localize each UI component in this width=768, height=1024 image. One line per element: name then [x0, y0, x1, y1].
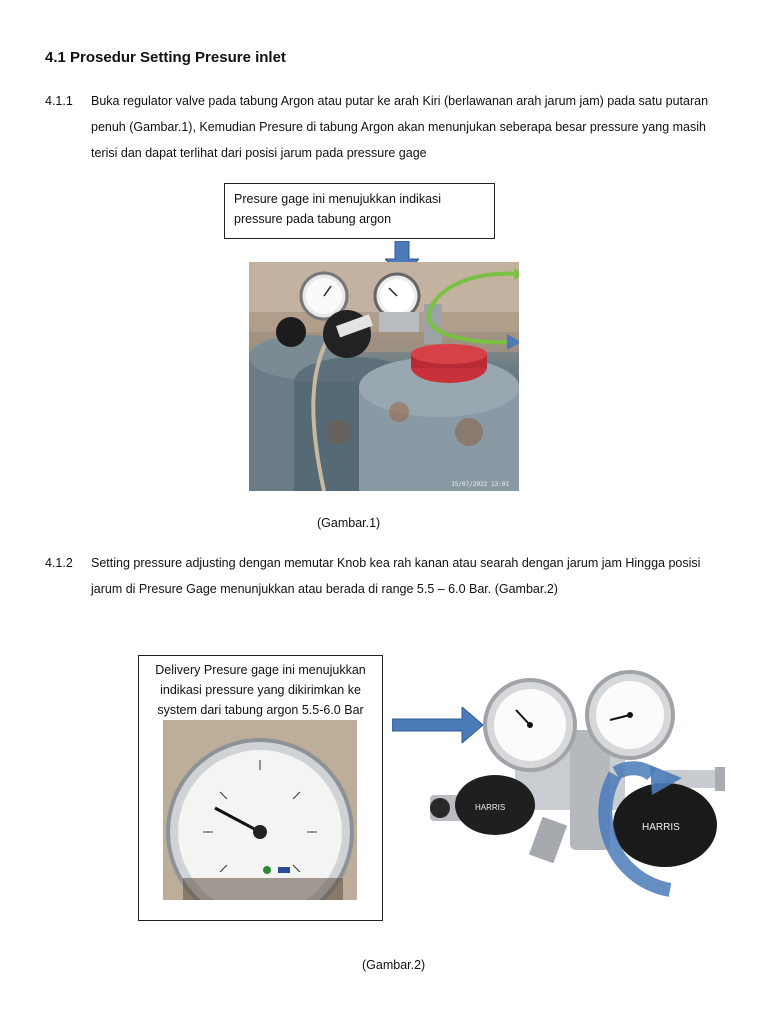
step-text	[45, 550, 745, 602]
step-line: Setting pressure adjusting dengan memutar Knob kea rah kanan atau searah dengan jarum jam Hingga posisi	[91, 556, 701, 570]
callout-line: Presure gage ini menujukkan indikasi	[234, 192, 442, 206]
pressure-gauge-image	[163, 720, 357, 900]
photo-timestamp: 15/07/2022 13:01	[451, 481, 509, 488]
step-number: 4.1.2	[45, 556, 73, 570]
step-line: jarum di Presure Gage menunjukkan atau berada di range 5.5 – 6.0 Bar. (Gambar.2)	[91, 582, 558, 596]
gambar1-photo	[249, 262, 519, 491]
regulator-product-image	[420, 670, 730, 900]
step-number: 4.1.1	[45, 94, 73, 108]
callout-line: Delivery Presure gage ini menujukkan	[155, 663, 366, 677]
step-text	[45, 88, 745, 166]
callout-line: indikasi pressure yang dikirimkan ke	[160, 683, 361, 697]
cylinder-scene-image	[249, 262, 519, 491]
callout-line: pressure pada tabung argon	[234, 212, 392, 226]
page-title: 4.1 Prosedur Setting Presure inlet	[45, 49, 286, 66]
brand-logo-small: HARRIS	[475, 803, 506, 812]
figure2-caption: (Gambar.2)	[362, 958, 426, 972]
figure1-callout	[224, 183, 495, 239]
callout-line: system dari tabung argon 5.5-6.0 Bar	[157, 703, 364, 717]
step-line: terisi dan dapat terlihat dari posisi jarum pada pressure gage	[91, 146, 427, 160]
figure1-caption: (Gambar.1)	[317, 516, 381, 530]
step-line: penuh (Gambar.1), Kemudian Presure di tabung Argon akan menunjukan seberapa besar pressure yang masih	[91, 120, 706, 134]
step-line: Buka regulator valve pada tabung Argon atau putar ke arah Kiri (berlawanan arah jarum jam) pada satu putaran	[91, 94, 709, 108]
delivery-gauge-photo	[163, 720, 357, 900]
brand-logo-large: HARRIS	[642, 822, 680, 833]
